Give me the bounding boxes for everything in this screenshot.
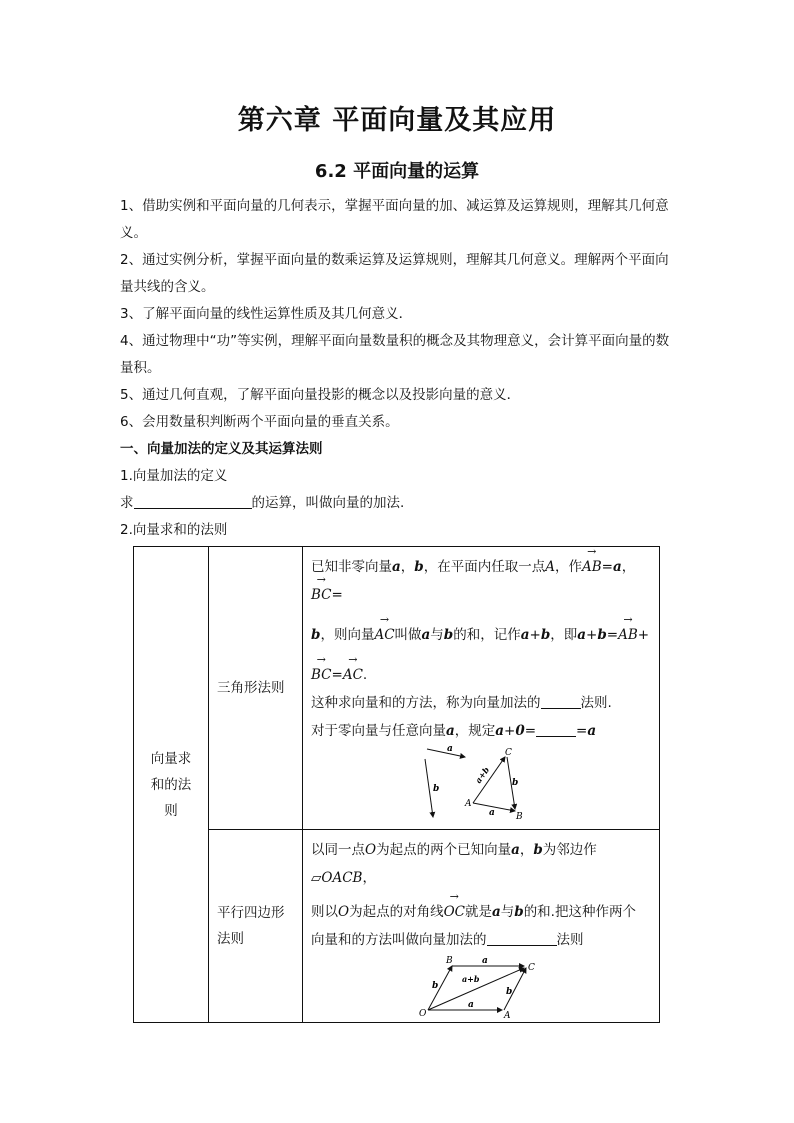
fill-blank[interactable] xyxy=(487,931,557,946)
parallelogram-rule-name: 平行四边形法则 xyxy=(209,830,303,1023)
triangle-line-2: b，则向量→ AC叫做a与b的和，记作a+b，即a+b=→ AB+ xyxy=(311,621,651,649)
parallelogram-line-1: 以同一点O为起点的两个已知向量a，b为邻边作▱OACB， xyxy=(311,842,597,886)
vector-bc: → BC xyxy=(311,581,332,609)
svg-text:b: b xyxy=(512,778,519,788)
label-point-a: A xyxy=(465,799,472,809)
parallelogram-line-3: 向量和的方法叫做向量加法的 法则 xyxy=(311,932,584,948)
objective-5: 5、通过几何直观，了解平面向量投影的概念以及投影向量的意义． xyxy=(120,387,521,403)
label-point-b: B xyxy=(516,812,523,822)
triangle-line-4: 这种求向量和的方法，称为向量加法的 法则. xyxy=(311,695,612,711)
objective-2: 2、通过实例分析，掌握平面向量的数乘运算及运算规则，理解其几何意义。理解两个平面向量共线的含义。 xyxy=(120,252,669,295)
triangle-line-3: → BC=→ AC. xyxy=(311,661,651,689)
fill-blank[interactable] xyxy=(541,694,581,709)
label-point-o: O xyxy=(419,1009,427,1018)
label-a-plus-b: a+b xyxy=(462,974,480,984)
vector-oc: → OC xyxy=(444,898,465,926)
label-point-c: C xyxy=(528,963,535,973)
svg-text:a: a xyxy=(482,956,488,966)
parallelogram-rule-figure xyxy=(416,954,546,1018)
triangle-rule-name: 三角形法则 xyxy=(209,547,303,830)
section-heading: 一、向量加法的定义及其运算法则 xyxy=(120,441,323,457)
triangle-rule-content xyxy=(303,547,660,830)
vector-b-arrow xyxy=(425,759,433,817)
content-body xyxy=(120,193,680,544)
label-point-a: A xyxy=(504,1011,511,1018)
svg-text:b: b xyxy=(506,987,513,997)
triangle-line-5: 对于零向量与任意向量a，规定a+0= =a xyxy=(311,723,597,739)
fill-blank[interactable] xyxy=(536,722,576,737)
addition-definition xyxy=(120,490,680,517)
table-left-header: 向量求和的法则 xyxy=(134,547,209,1023)
parallelogram-rule-content xyxy=(303,830,660,1023)
svg-text:a: a xyxy=(468,1000,474,1010)
label-point-b: B xyxy=(446,956,453,966)
svg-text:b: b xyxy=(432,981,439,991)
chapter-title: 第六章 平面向量及其应用 xyxy=(237,105,557,136)
svg-text:a: a xyxy=(489,808,495,818)
vector-ac: → AC xyxy=(374,621,394,649)
label-a: a xyxy=(447,745,453,754)
item-2-label: 2.向量求和的法则 xyxy=(120,522,228,538)
label-point-c: C xyxy=(505,748,512,758)
objective-3: 3、了解平面向量的线性运算性质及其几何意义． xyxy=(120,306,413,322)
def-suffix: 的运算，叫做向量的加法. xyxy=(251,495,405,511)
triangle-line-1: 已知非零向量a，b，在平面内任取一点A，作→ AB=a，→ BC= xyxy=(311,553,651,609)
vector-sum-rules-table xyxy=(133,546,660,1023)
objective-6: 6、会用数量积判断两个平面向量的垂直关系。 xyxy=(120,414,399,430)
item-1-label: 1.向量加法的定义 xyxy=(120,468,228,484)
section-title: 6.2 平面向量的运算 xyxy=(314,161,480,182)
fill-blank[interactable] xyxy=(134,494,252,509)
objective-4: 4、通过物理中“功”等实例，理解平面向量数量积的概念及其物理意义，会计算平面向量的数量积。 xyxy=(120,333,670,376)
vector-ab: → AB xyxy=(582,553,602,581)
triangle-rule-figure xyxy=(421,745,541,825)
objective-1: 1、借助实例和平面向量的几何表示，掌握平面向量的加、减运算及运算规则，理解其几何意义。 xyxy=(120,198,669,241)
vector-a-arrow xyxy=(427,749,465,757)
parallelogram-line-2: 则以O为起点的对角线→ OC就是a与b的和.把这种作两个 xyxy=(311,898,651,926)
def-prefix: 求 xyxy=(120,495,134,511)
label-a-plus-b: a+b xyxy=(473,765,492,786)
label-b: b xyxy=(433,784,440,794)
